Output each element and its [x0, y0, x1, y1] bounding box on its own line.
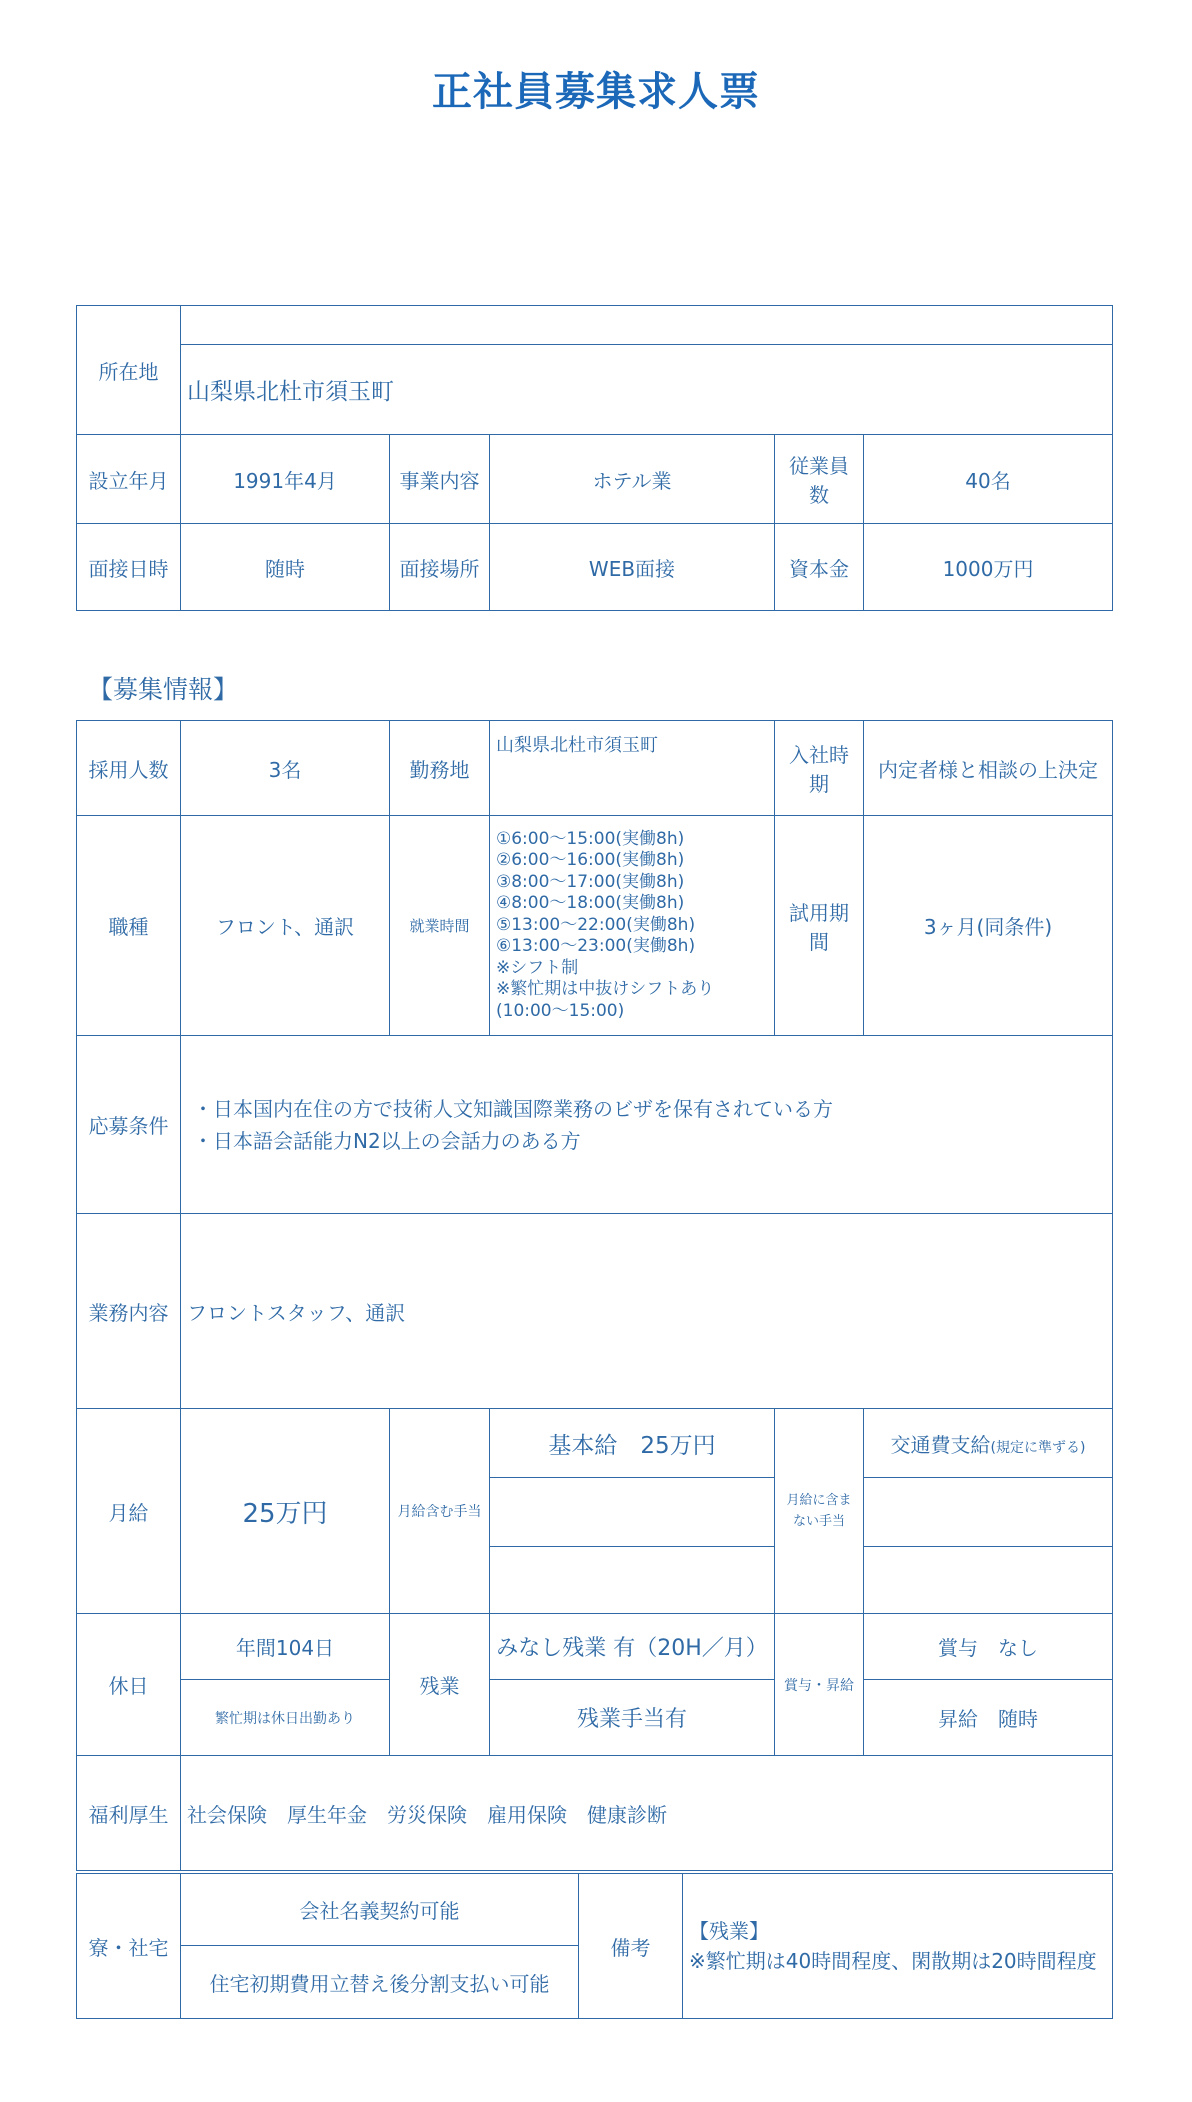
transport-allowance [864, 1409, 1113, 1478]
holiday-note: 繁忙期は休日出勤あり [181, 1680, 390, 1756]
interview-place-value: WEB面接 [490, 524, 775, 611]
incl-allowance-label: 月給含む手当 [390, 1409, 490, 1614]
overtime-allowance: 残業手当有 [490, 1680, 775, 1756]
employees-label: 従業員数 [775, 435, 864, 524]
hires-label: 採用人数 [77, 721, 181, 816]
overtime-label: 残業 [390, 1614, 490, 1756]
housing-value-2: 住宅初期費用立替え後分割支払い可能 [181, 1946, 579, 2019]
duties-label: 業務内容 [77, 1214, 181, 1409]
start-value: 内定者様と相談の上決定 [864, 721, 1113, 816]
empty-cell [181, 306, 1113, 345]
base-salary: 基本給 25万円 [490, 1409, 775, 1478]
founded-label: 設立年月 [77, 435, 181, 524]
start-label: 入社時期 [775, 721, 864, 816]
job-value: フロント、通訳 [181, 816, 390, 1036]
housing-remarks-table [76, 1873, 1113, 2019]
interview-place-label: 面接場所 [390, 524, 490, 611]
capital-label: 資本金 [775, 524, 864, 611]
hours-value: ①6:00～15:00(実働8h) ②6:00～16:00(実働8h) ③8:00～17:00(実働8h) ④8:00～18:00(実働8h) ⑤13:00～22:00(実働8h) ⑥13:00～23:00(実働8h) ※シフト制 ※繁忙期は中抜けシフトあり (10:00～15:00) [496, 828, 715, 1021]
location-value: 山梨県北杜市須玉町 [181, 345, 1113, 435]
salary-value: 25万円 [181, 1409, 390, 1614]
welfare-label: 福利厚生 [77, 1756, 181, 1871]
empty-cell [864, 1547, 1113, 1614]
requirements-label: 応募条件 [77, 1036, 181, 1214]
salary-label: 月給 [77, 1409, 181, 1614]
overtime-value: みなし残業 有（20H／月） [490, 1614, 775, 1680]
recruit-info-table [76, 720, 1113, 1871]
business-value: ホテル業 [490, 435, 775, 524]
trial-value: 3ヶ月(同条件) [864, 816, 1113, 1036]
interview-date-value: 随時 [181, 524, 390, 611]
founded-value: 1991年4月 [181, 435, 390, 524]
empty-cell [864, 1478, 1113, 1547]
bonus-value: 賞与 なし [864, 1614, 1113, 1680]
employees-value: 40名 [864, 435, 1113, 524]
empty-cell [490, 1478, 775, 1547]
excl-allowance-label: 月給に含まない手当 [775, 1409, 864, 1614]
duties-value: フロントスタッフ、通訳 [181, 1214, 1113, 1409]
page-title: 正社員募集求人票 [432, 69, 760, 115]
holiday-value: 年間104日 [181, 1614, 390, 1680]
remarks-label: 備考 [579, 1874, 683, 2019]
hires-value: 3名 [181, 721, 390, 816]
capital-value: 1000万円 [864, 524, 1113, 611]
trial-label: 試用期間 [775, 816, 864, 1036]
workplace-label: 勤務地 [390, 721, 490, 816]
bonus-raise-label: 賞与・昇給 [775, 1614, 864, 1756]
remarks-value: 【残業】 ※繁忙期は40時間程度、閑散期は20時間程度 [689, 1919, 1097, 1973]
empty-cell [490, 1547, 775, 1614]
transport-main: 交通費支給 [890, 1432, 991, 1457]
transport-note: (規定に準ずる) [990, 1439, 1086, 1456]
raise-value: 昇給 随時 [864, 1680, 1113, 1756]
workplace-value: 山梨県北杜市須玉町 [490, 721, 775, 816]
job-label: 職種 [77, 816, 181, 1036]
housing-label: 寮・社宅 [77, 1874, 181, 2019]
requirements-value: ・日本国内在住の方で技術人文知識国際業務のビザを保有されている方 ・日本語会話能力N2以上の会話力のある方 [193, 1096, 833, 1153]
hours-label: 就業時間 [390, 816, 490, 1036]
business-label: 事業内容 [390, 435, 490, 524]
holiday-label: 休日 [77, 1614, 181, 1756]
housing-value-1: 会社名義契約可能 [181, 1874, 579, 1946]
company-info-table [76, 305, 1113, 611]
recruit-section-title: 【募集情報】 [88, 675, 239, 704]
welfare-value: 社会保険 厚生年金 労災保険 雇用保険 健康診断 [181, 1756, 1113, 1871]
location-label: 所在地 [77, 306, 181, 435]
interview-date-label: 面接日時 [77, 524, 181, 611]
